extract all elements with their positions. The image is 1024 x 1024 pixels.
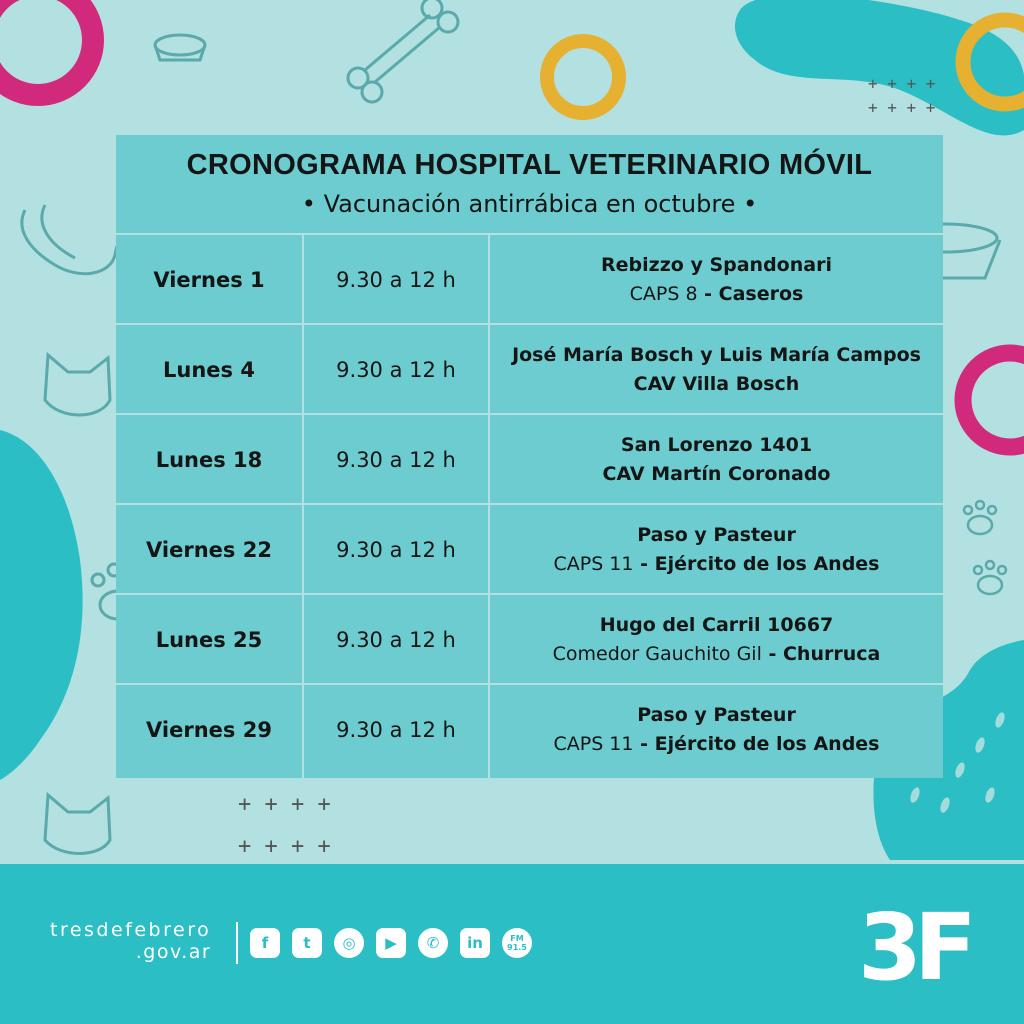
plus-pattern-icon: + + + + + + + + [868,74,936,117]
place-center-line [603,460,831,489]
place-locality: - Ejército de los Andes [633,553,880,575]
schedule-time: 9.30 a 12 h [336,448,456,472]
schedule-table [116,233,943,778]
schedule-place [490,235,943,325]
table-row [116,505,943,595]
place-center-line [630,280,804,309]
place-address: Hugo del Carril 10667 [599,614,834,636]
place-center-line [553,550,879,579]
place-center: CAPS 8 [629,283,698,305]
place-center-line [553,730,879,759]
page-title: CRONOGRAMA HOSPITAL VETERINARIO MÓVIL [186,149,873,181]
place-address: Paso y Pasteur [637,704,796,726]
table-row [116,415,943,505]
pet-bowl-icon [155,35,205,60]
yellow-ring-icon [547,41,619,113]
municipality-logo: 3F [858,894,969,1001]
teal-blob-left [0,430,83,780]
magenta-ring-icon [0,0,93,95]
brand-domain: .gov.ar [135,941,212,963]
table-row [116,685,943,775]
plus-pattern-icon: + + + + + + + + [238,792,331,859]
table-row [116,595,943,685]
schedule-day: Viernes 29 [146,718,272,742]
place-center: CAV Martín Coronado [602,463,831,485]
place-address: Rebizzo y Spandonari [601,254,832,276]
radio-fm-icon[interactable]: FM 91.5 [502,928,532,958]
footer [0,864,1024,1024]
magenta-ring-icon [963,353,1024,447]
schedule-place [490,325,943,415]
schedule-day: Lunes 18 [155,448,263,472]
linkedin-icon[interactable]: in [460,928,490,958]
schedule-time: 9.30 a 12 h [336,538,456,562]
place-center-line [634,370,800,399]
place-address: San Lorenzo 1401 [620,434,813,456]
youtube-icon[interactable]: ▶ [376,928,406,958]
table-row [116,235,943,325]
place-address: Paso y Pasteur [637,524,796,546]
whatsapp-icon[interactable]: ✆ [418,928,448,958]
brand-name: tresdefebrero [50,919,212,941]
place-address: José María Bosch y Luis María Campos [512,344,921,366]
page-subtitle: • Vacunación antirrábica en octubre • [301,190,758,218]
facebook-icon[interactable]: f [250,928,280,958]
schedule-day: Lunes 4 [163,358,255,382]
place-center: CAPS 11 [553,733,634,755]
schedule-place [490,595,943,685]
schedule-place [490,415,943,505]
place-center: CAPS 11 [553,553,634,575]
footer-divider [236,922,238,964]
schedule-time: 9.30 a 12 h [336,718,456,742]
schedule-time: 9.30 a 12 h [336,268,456,292]
schedule-place [490,505,943,595]
schedule-day: Viernes 22 [146,538,272,562]
brand-website[interactable] [50,919,211,963]
cat-face-icon [45,355,110,415]
place-locality: - Caseros [697,283,804,305]
cat-face-icon [45,795,110,854]
bone-icon [348,0,458,102]
schedule-time: 9.30 a 12 h [336,358,456,382]
schedule-panel [116,135,943,778]
schedule-place [490,685,943,775]
place-center-line [553,640,881,669]
schedule-day: Viernes 1 [153,268,265,292]
paw-print-icon [964,501,1006,594]
place-center: Comedor Gauchito Gil [552,643,762,665]
schedule-day: Lunes 25 [155,628,263,652]
place-locality: - Ejército de los Andes [633,733,880,755]
schedule-time: 9.30 a 12 h [336,628,456,652]
twitter-icon[interactable]: t [292,928,322,958]
place-center: CAV Villa Bosch [633,373,800,395]
place-locality: - Churruca [761,643,881,665]
table-row [116,325,943,415]
instagram-icon[interactable]: ◎ [334,928,364,958]
